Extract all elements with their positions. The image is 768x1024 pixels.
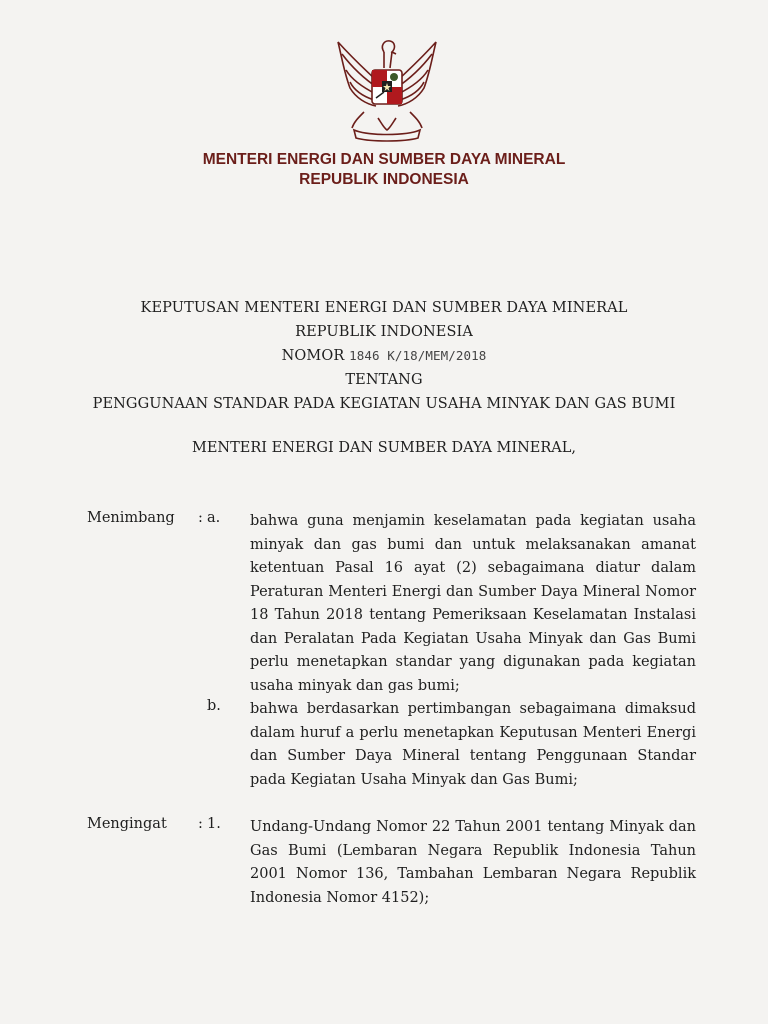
mengingat-marker-1: 1. <box>207 816 221 832</box>
decree-subject: PENGGUNAAN STANDAR PADA KEGIATAN USAHA MINYAK DAN GAS BUMI <box>92 396 676 412</box>
menimbang-item-b: bahwa berdasarkan pertimbangan sebagaimana dimaksud dalam huruf a perlu menetapkan Keputusan Menteri Energi dan Sumber Daya Mineral tentang Penggunaan Standar pada Kegiatan Usaha Minyak dan Gas Bumi; <box>250 701 696 788</box>
menimbang-item-a: bahwa guna menjamin keselamatan pada kegiatan usaha minyak dan gas bumi dan untuk melaksanakan amanat ketentuan Pasal 16 ayat (2) sebagaimana diatur dalam Peraturan Menteri Energi dan Sumber Daya Mineral Nomor 18 Tahun 2018 tentang Pemeriksaan Keselamatan Instalasi dan Peralatan Pada Kegiatan Usaha Minyak dan Gas Bumi perlu menetapkan standar yang digunakan pada kegiatan usaha minyak dan gas bumi; <box>250 513 696 694</box>
menimbang-marker-a: a. <box>207 510 221 526</box>
mengingat-item-1: Undang-Undang Nomor 22 Tahun 2001 tentang Minyak dan Gas Bumi (Lembaran Negara Republik Indonesia Tahun 2001 Nomor 136, Tambahan Lembaran Negara Republik Indonesia Nomor 4152); <box>250 819 696 906</box>
decree-title <box>0 296 768 416</box>
decree-nomor <box>0 344 768 368</box>
nomor-label: NOMOR <box>281 348 345 364</box>
letterhead-line1: MENTERI ENERGI DAN SUMBER DAYA MINERAL <box>202 151 566 168</box>
garuda-emblem-icon <box>328 32 446 144</box>
mengingat-colon: : <box>198 816 203 832</box>
menimbang-colon: : <box>198 510 203 526</box>
letterhead-line2: REPUBLIK INDONESIA <box>299 171 469 188</box>
menimbang-label: Menimbang <box>87 510 175 526</box>
decree-tentang: TENTANG <box>345 372 423 388</box>
nomor-value: 1846 K/18/MEM/2018 <box>349 348 487 363</box>
menimbang-marker-b: b. <box>207 698 221 714</box>
issuer-heading: MENTERI ENERGI DAN SUMBER DAYA MINERAL, <box>192 440 576 456</box>
decree-line2: REPUBLIK INDONESIA <box>295 324 473 340</box>
letterhead <box>0 150 768 190</box>
decree-line1: KEPUTUSAN MENTERI ENERGI DAN SUMBER DAYA MINERAL <box>140 300 628 316</box>
mengingat-label: Mengingat <box>87 816 167 832</box>
